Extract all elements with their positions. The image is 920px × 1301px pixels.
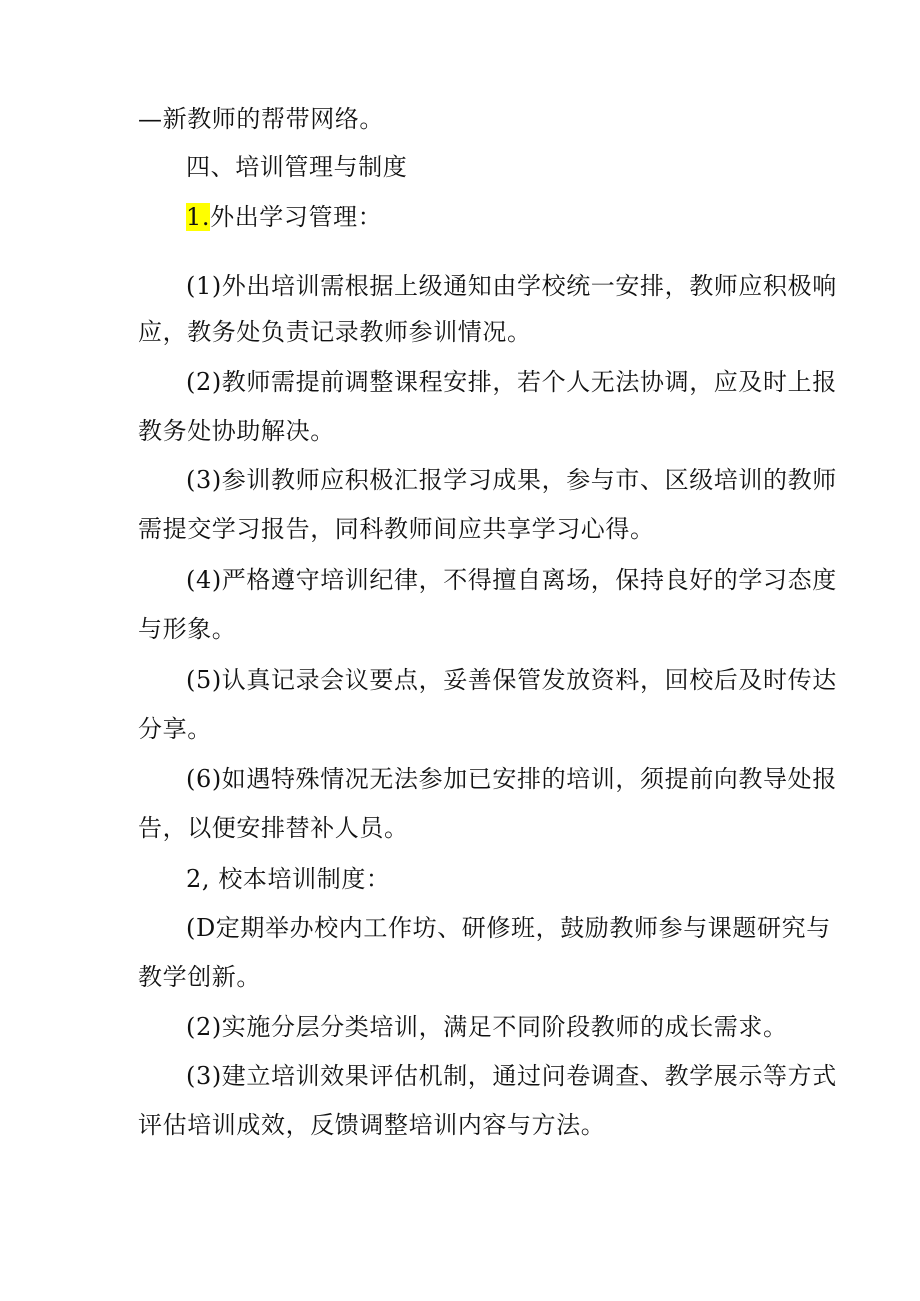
paragraph-line: 与形象。 [138,615,237,643]
section-heading: 四、培训管理与制度 [186,153,408,181]
paragraph-line: 评估培训成效，反馈调整培训内容与方法。 [138,1111,606,1139]
subsection-heading: 2, 校本培训制度： [186,865,391,893]
paragraph-line: (2)实施分层分类培训，满足不同阶段教师的成长需求。 [186,1013,788,1041]
paragraph-line: (3)参训教师应积极汇报学习成果，参与市、区级培训的教师 [186,466,837,494]
subsection-heading [186,202,846,232]
paragraph-line: (D定期举办校内工作坊、研修班，鼓励教师参与课题研究与 [186,914,831,942]
paragraph-line: 教学创新。 [138,963,261,991]
paragraph-line: —新教师的帮带网络。 [138,105,384,133]
subsection-title: 外出学习管理： [210,203,383,231]
paragraph-line: 教务处协助解决。 [138,417,335,445]
paragraph-line: 应，教务处负责记录教师参训情况。 [138,318,532,346]
paragraph-line: (1)外出培训需根据上级通知由学校统一安排，教师应积极响 [186,272,837,300]
paragraph-line: 告，以便安排替补人员。 [138,814,409,842]
highlighted-number: 1. [186,203,211,231]
paragraph-line: 需提交学习报告，同科教师间应共享学习心得。 [138,515,655,543]
paragraph-line: (6)如遇特殊情况无法参加已安排的培训，须提前向教导处报 [186,765,837,793]
paragraph-line: (2)教师需提前调整课程安排，若个人无法协调，应及时上报 [186,368,837,396]
paragraph-line: (4)严格遵守培训纪律，不得擅自离场，保持良好的学习态度 [186,566,837,594]
paragraph-line: (3)建立培训效果评估机制，通过问卷调查、教学展示等方式 [186,1062,837,1090]
paragraph-line: 分享。 [138,715,212,743]
paragraph-line: (5)认真记录会议要点，妥善保管发放资料，回校后及时传达 [186,666,837,694]
